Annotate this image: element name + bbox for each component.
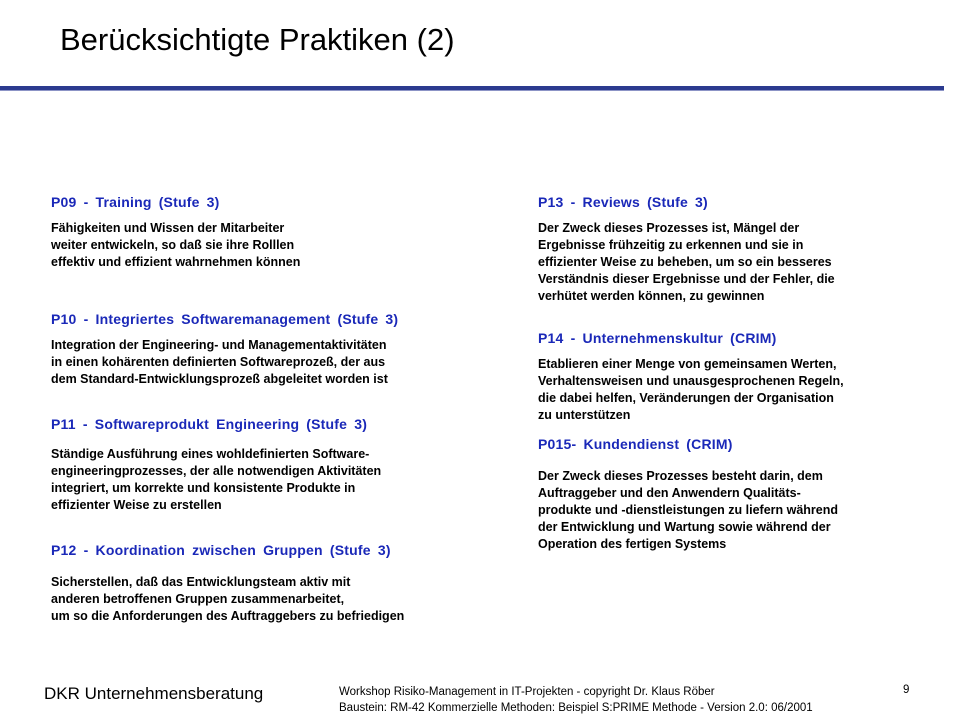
- practice-heading: P10 - Integriertes Softwaremanagement (Stufe 3): [51, 311, 399, 327]
- practice-description: Integration der Engineering- und Managementaktivitäten in einen kohärenten definierten Softwareprozeß, der aus dem Standard-Entwicklungsprozeß abgeleitet worden ist: [51, 338, 388, 386]
- practice-heading: P09 - Training (Stufe 3): [51, 194, 220, 210]
- practice-description: Fähigkeiten und Wissen der Mitarbeiter weiter entwickeln, so daß sie ihre Rolllen effektiv und effizient wahrnehmen können: [51, 221, 301, 269]
- practice-p11: [51, 416, 491, 514]
- page-number: 9: [903, 684, 910, 696]
- footer-info: [339, 684, 813, 716]
- practice-p10: [51, 311, 491, 388]
- practice-heading: P12 - Koordination zwischen Gruppen (Stufe 3): [51, 542, 391, 558]
- practice-heading: P13 - Reviews (Stufe 3): [538, 194, 708, 210]
- practice-heading: P11 - Softwareprodukt Engineering (Stufe 3): [51, 416, 368, 432]
- practice-description: Ständige Ausführung eines wohldefinierten Software- engineeringprozesses, der alle notwendigen Aktivitäten integriert, um korrekte und konsistente Produkte in effizienter Weise zu erstellen: [51, 447, 382, 512]
- practice-p12: [51, 542, 491, 625]
- footer-copyright: Workshop Risiko-Management in IT-Projekten - copyright Dr. Klaus Röber: [339, 686, 715, 698]
- footer-module: Baustein: RM-42 Kommerzielle Methoden: Beispiel S:PRIME Methode - Version 2.0: 06/2001: [339, 702, 813, 714]
- practice-p015: [538, 436, 938, 553]
- practice-description: Sicherstellen, daß das Entwicklungsteam aktiv mit anderen betroffenen Gruppen zusammenarbeitet, um so die Anforderungen des Auftraggebers zu befriedigen: [51, 575, 405, 623]
- practice-heading: P015- Kundendienst (CRIM): [538, 436, 733, 452]
- footer-brand: DKR Unternehmensberatung: [44, 684, 264, 703]
- practice-description: Etablieren einer Menge von gemeinsamen Werten, Verhaltensweisen und unausgesprochenen Regeln, die dabei helfen, Veränderungen der Organisation zu unterstützen: [538, 357, 844, 422]
- practice-heading: P14 - Unternehmenskultur (CRIM): [538, 330, 777, 346]
- practice-p13: [538, 194, 938, 305]
- practice-p14: [538, 330, 938, 424]
- slide-title: Berücksichtigte Praktiken (2): [60, 22, 455, 57]
- practice-description: Der Zweck dieses Prozesses besteht darin, dem Auftraggeber und den Anwendern Qualitäts- produkte und -dienstleistungen zu liefern während der Entwicklung und Wartung sowie während der Operation des fertigen Systems: [538, 469, 839, 551]
- practice-p09: [51, 194, 491, 271]
- title-divider-shadow: [0, 90, 944, 91]
- practice-description: Der Zweck dieses Prozesses ist, Mängel der Ergebnisse frühzeitig zu erkennen und sie in effizienter Weise zu beheben, um so ein besseres Verständnis dieser Ergebnisse und der Fehler, die verhütet werden können, zu gewinnen: [538, 221, 835, 303]
